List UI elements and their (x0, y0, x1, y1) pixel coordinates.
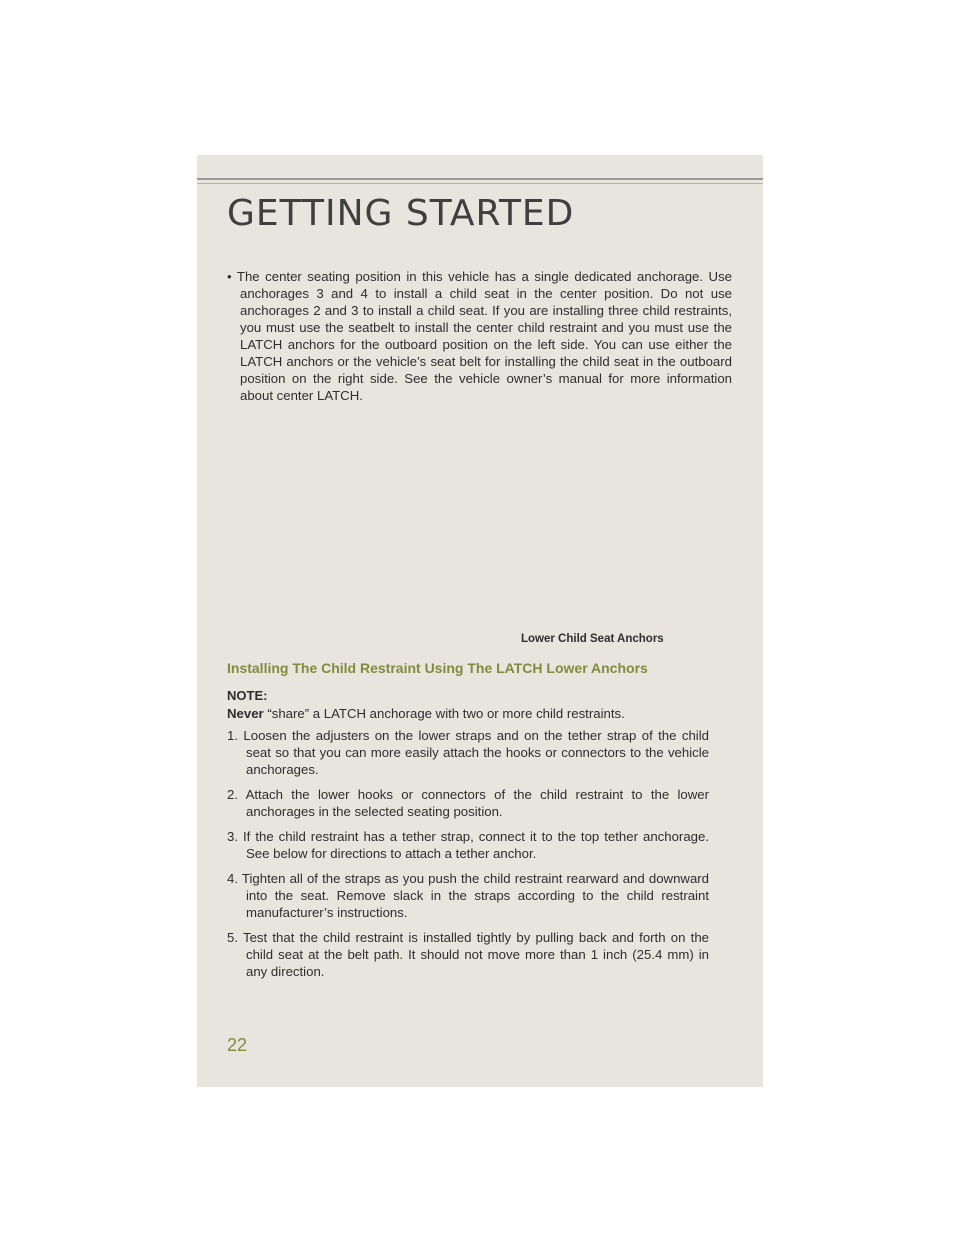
note-body (227, 705, 707, 722)
header-rule (197, 178, 763, 180)
list-item: 2. Attach the lower hooks or connectors of the child restraint to the lower anchorages in the selected seating position. (227, 787, 709, 819)
header-rule-thin (197, 183, 763, 184)
list-item: 5. Test that the child restraint is installed tightly by pulling back and forth on the child seat at the belt path. It should not move more than 1 inch (25.4 mm) in any direction. (227, 930, 709, 979)
section-heading: Installing The Child Restraint Using The LATCH Lower Anchors (227, 660, 648, 676)
section-title: GETTING STARTED (227, 193, 575, 234)
list-item: 4. Tighten all of the straps as you push the child restraint rearward and downward into the seat. Remove slack in the straps according to the child restraint manufacturer’s instructions. (227, 871, 709, 920)
figure-caption: Lower Child Seat Anchors (521, 633, 664, 645)
list-item: 1. Loosen the adjusters on the lower straps and on the tether strap of the child seat so that you can more easily attach the hooks or connectors to the vehicle anchorages. (227, 728, 709, 777)
note-emphasis: Never (227, 706, 264, 721)
note-label: NOTE: (227, 688, 268, 703)
page-number: 22 (227, 1035, 248, 1055)
installation-steps (227, 727, 709, 988)
list-item: 3. If the child restraint has a tether strap, connect it to the top tether anchorage. See below for directions to attach a tether anchor. (227, 829, 709, 861)
center-seating-bullet: • The center seating position in this vehicle has a single dedicated anchorage. Use anchorages 3 and 4 to install a child seat in the center position. Do not use anchorages 2 and 3 to install a child seat. If you are installing three child restraints, you must use the seatbelt to install the center child restraint and you must use the LATCH anchors for the outboard position on the left side. You can use either the LATCH anchors or the vehicle’s seat belt for installing the child seat in the outboard position on the right side. See the vehicle owner’s manual for more information about center LATCH. (227, 269, 732, 403)
manual-page (197, 155, 763, 1087)
note-text: “share” a LATCH anchorage with two or more child restraints. (263, 706, 625, 721)
